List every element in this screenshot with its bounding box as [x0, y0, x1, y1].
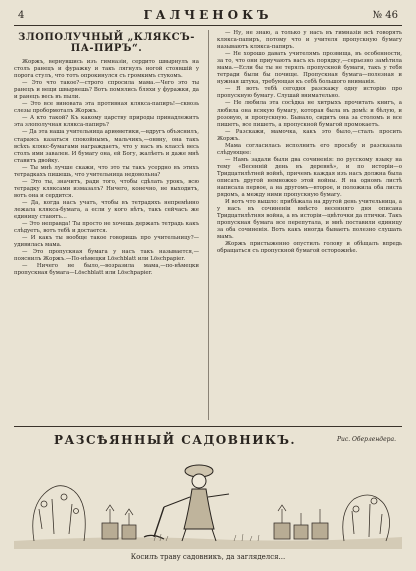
article-paragraph: — Это что такое?—строго спросила мама.—Чего это ты ранецъ и вещи швыряешь? Вотъ помялись бляхи у фуражки, да и ранецъ весь въ пыли. [14, 80, 199, 101]
article-paragraph: — Ты мнѣ лучше скажи, что это ты такъ усердно въ этихъ тетрадкахъ пишешь, что учительница недовольна? [14, 164, 199, 178]
article-paragraph: — Разскажи, мамочка, какъ это было,—сталъ просить Жоржъ. [217, 128, 402, 142]
gardener-illustration [14, 449, 402, 549]
article-paragraph: — Не любила эта сосѣдка не хитрыхъ прочитать книгъ, а любила она всякую бумагу, которая была въ домѣ: и бѣлую, и розовую, и пропускную. Бывало, сидитъ она за столомъ и все пишетъ, все пишетъ, а пропускной бумагой промокаетъ. [217, 100, 402, 128]
article-paragraph: — Да, когда насъ учатъ, чтобы въ тетрадяхъ непремѣнно лежала клякса-бумага, а если у кого нѣтъ, такъ сейчасъ же единицу ставятъ... [14, 199, 199, 221]
gardener-figure [144, 465, 229, 541]
article-paragraph: — А кто такой? Къ какому царству природы принадлежитъ эта злополучная клякса-папиръ? [14, 115, 199, 129]
page-number: 4 [18, 10, 25, 21]
article-paragraph: — Да эта наша учительница ариѳметики,—вдругъ объяснилъ, стараясь казаться спокойнымъ, мальчикъ,—онвну, она такъ всѣхъ клякс-бумагами награждаетъ, что у насъ въ классѣ весь столъ ими завален. И бумагу она, ей Богу, жалѣетъ и даже мнѣ ставитъ двойку. [14, 129, 199, 164]
article-paragraph: — Это ты, значитъ, ради того, чтобы сдѣлать урокъ, всю тетрадку кляксами измазалъ? Ничего, конечно, не выходитъ, вотъ она и сердится. [14, 178, 199, 199]
comic-section [14, 433, 402, 553]
article-paragraph: — Намъ задали были два сочиненія: по русскому языку на тему «Весенній день въ деревнѣ», и по исторіи—о Тридцатилѣтней войнѣ, причемъ каждая изъ насъ должна была описать другой немножко этой войны. Я на одномъ листѣ написала первое, а на другомъ—второе, и положила оба листа рядомъ, а между ними пропускную бумагу. [217, 156, 402, 199]
article-paragraph: Жоржъ пристыженно опустилъ голову и обѣщалъ впредь обращаться съ пропускной бумагой осторожнѣе. [217, 241, 402, 255]
right-column [217, 30, 402, 422]
article-paragraph: — Ну, не знаю, а только у насъ въ гимназіи всѣ говорятъ клякса-папиръ, потому что и учителя пропускную бумагу называютъ клякса-папиръ. [217, 30, 402, 51]
left-paragraphs [14, 59, 199, 277]
right-bush [343, 495, 390, 541]
section-rule [14, 426, 402, 427]
article-paragraph: — И какъ ты вообще такое говоришь про учительницу?—удивилась мама. [14, 235, 199, 249]
left-bush [33, 486, 86, 541]
left-column [14, 30, 199, 422]
issue-number: № 46 [372, 10, 398, 21]
header-rule [14, 25, 402, 26]
comic-title: РАЗСѢЯННЫЙ САДОВНИКЪ. [54, 433, 297, 447]
article-paragraph: — Это неправда! Ты просто не хочешь держать тетрадь какъ слѣдуетъ, вотъ тебѣ и достается. [14, 221, 199, 235]
comic-credit: Рис. Оберлендера. [336, 436, 396, 443]
pot-flowers [106, 505, 320, 525]
article-title: ЗЛОПОЛУЧНЫЙ „КЛЯКСЪ-ПА-ПИРЪ“. [18, 32, 195, 54]
article-paragraph: — Это пропускная бумага у насъ такъ называется,—пояснилъ Жоржъ.—По-нѣмецки Löschblatt или Löschpapier. [14, 249, 199, 263]
article-paragraph: — Я вотъ тебѣ сегодня разскажу одну исторію про пропускную бумагу. Слушай внимательно. [217, 86, 402, 100]
article-paragraph: — Не хорошо давать учителямъ прозвища, въ особенности, за то, что они приучаютъ васъ къ порядку,—серьезно замѣтила мама.—Если бы ты не терялъ пропускной бумаги, такъ у тебя тетради были бы почище. Пропускная бумага—полезная и нужная штука, требующая къ себѣ большого вниманія. [217, 51, 402, 86]
article-paragraph: — Это все виновата эта противная клякса-папиръ!—сквозь слезы пробормоталъ Жоржъ. [14, 101, 199, 115]
article-paragraph: Мама согласилась исполнить его просьбу и разсказала слѣдующее: [217, 142, 402, 156]
article-paragraph: Жоржъ, вернувшись изъ гимназіи, сердито швырнулъ на столъ ранецъ и фуражку и такъ лягнулъ ногой стоявшій у порога стулъ, что тотъ опрокинулся съ громкимъ стукомъ. [14, 59, 199, 80]
article-paragraph: — Ничего не было,—возразила мама,—по-нѣмецки пропускная бумага—Löschblatt или Löschpapier. [14, 263, 199, 277]
article-paragraph: И вотъ что вышло: прибѣжала на другой день учительница, а у насъ въ сочиненіи вмѣсто весенняго дня описана Тридцатилѣтняя война, а въ исторіи—цвѣточки да птички. Такъ пропускная бумага все перепутала, и мнѣ поставили единицу за оба сочиненія. Вотъ какъ иногда бываетъ полезно слушать мамъ. [217, 199, 402, 241]
column-divider [208, 30, 209, 420]
comic-caption: Косилъ траву садовникъ, да загляделся... [130, 553, 286, 561]
right-paragraphs [217, 30, 402, 256]
page-header [14, 8, 402, 24]
journal-title: ГАЛЧЕНОКЪ [143, 8, 273, 22]
